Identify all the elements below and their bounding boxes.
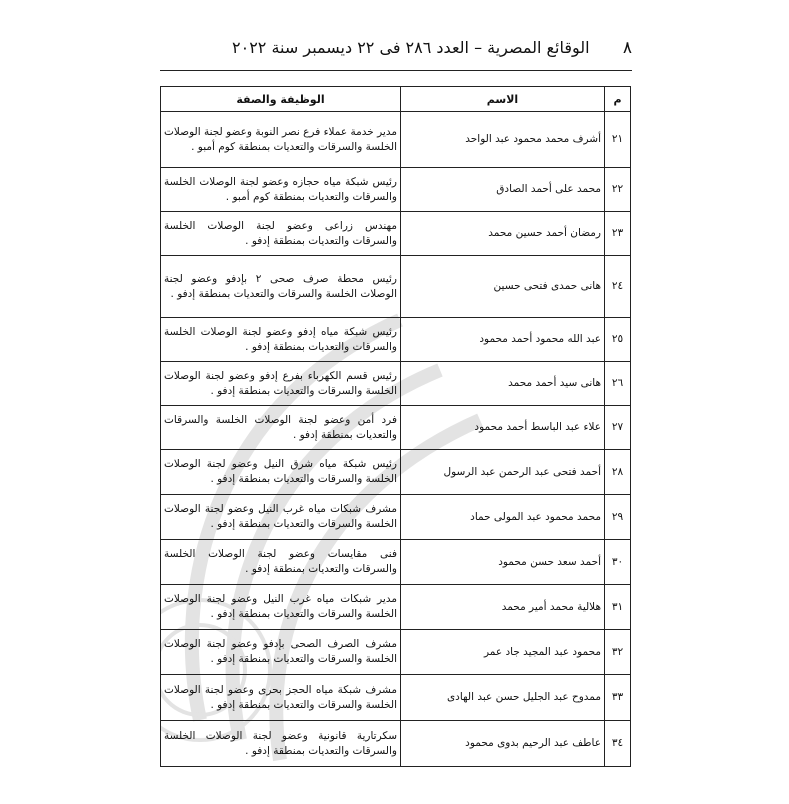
row-number: ٢٤ [605,256,631,318]
member-name: رمضان أحمد حسين محمد [401,212,605,256]
table-row [161,495,631,540]
page-header [160,36,632,66]
row-number: ٢١ [605,112,631,168]
column-header-role: الوظيفة والصفة [161,87,401,112]
member-name: أشرف محمد محمود عبد الواحد [401,112,605,168]
row-number: ٢٣ [605,212,631,256]
member-role: رئيس شبكة مياه إدفو وعضو لجنة الوصلات الخلسة والسرقات والتعديات بمنطقة إدفو . [161,318,401,362]
row-number: ٢٧ [605,406,631,450]
table-row [161,585,631,630]
member-name: محمود عبد المجيد جاد عمر [401,630,605,675]
member-role: رئيس قسم الكهرباء بفرع إدفو وعضو لجنة الوصلات الخلسة والسرقات والتعديات بمنطقة إدفو . [161,362,401,406]
member-role: مشرف شبكة مياه الحجز بحرى وعضو لجنة الوصلات الخلسة والسرقات والتعديات بمنطقة إدفو . [161,675,401,721]
table-row [161,540,631,585]
member-name: محمد على أحمد الصادق [401,168,605,212]
member-role: مدير خدمة عملاء فرع نصر النوبة وعضو لجنة الوصلات الخلسة والسرقات والتعديات بمنطقة كوم أمبو . [161,112,401,168]
member-role: مهندس زراعى وعضو لجنة الوصلات الخلسة والسرقات والتعديات بمنطقة إدفو . [161,212,401,256]
row-number: ٢٨ [605,450,631,495]
row-number: ٣٤ [605,721,631,767]
member-name: محمد محمود عبد المولى حماد [401,495,605,540]
table-row [161,168,631,212]
row-number: ٣١ [605,585,631,630]
member-name: عاطف عبد الرحيم بدوى محمود [401,721,605,767]
member-role: رئيس شبكة مياه شرق النيل وعضو لجنة الوصلات الخلسة والسرقات والتعديات بمنطقة إدفو . [161,450,401,495]
table-row [161,675,631,721]
member-role: مدير شبكات مياه غرب النيل وعضو لجنة الوصلات الخلسة والسرقات والتعديات بمنطقة إدفو . [161,585,401,630]
row-number: ٣٣ [605,675,631,721]
row-number: ٢٦ [605,362,631,406]
member-name: هانى حمدى فتحى حسين [401,256,605,318]
member-name: ممدوح عبد الجليل حسن عبد الهادى [401,675,605,721]
table-row [161,721,631,767]
table-row [161,112,631,168]
table-row [161,318,631,362]
member-role: رئيس محطة صرف صحى ٢ بإدفو وعضو لجنة الوصلات الخلسة والسرقات والتعديات بمنطقة إدفو . [161,256,401,318]
table-header-row [161,87,631,112]
member-name: هانى سيد أحمد محمد [401,362,605,406]
table-row [161,406,631,450]
member-name: هلالية محمد أمير محمد [401,585,605,630]
table-row [161,450,631,495]
member-role: سكرتارية قانونية وعضو لجنة الوصلات الخلسة والسرقات والتعديات بمنطقة إدفو . [161,721,401,767]
table-row [161,362,631,406]
page-title: الوقائع المصرية – العدد ٢٨٦ فى ٢٢ ديسمبر سنة ٢٠٢٢ [232,38,590,57]
row-number: ٣٠ [605,540,631,585]
column-header-num: م [605,87,631,112]
member-role: رئيس شبكة مياه حجازه وعضو لجنة الوصلات الخلسة والسرقات والتعديات بمنطقة كوم أمبو . [161,168,401,212]
member-role: مشرف شبكات مياه غرب النيل وعضو لجنة الوصلات الخلسة والسرقات والتعديات بمنطقة إدفو . [161,495,401,540]
row-number: ٢٢ [605,168,631,212]
member-role: مشرف الصرف الصحى بإدفو وعضو لجنة الوصلات الخلسة والسرقات والتعديات بمنطقة إدفو . [161,630,401,675]
column-header-name: الاسم [401,87,605,112]
member-role: فرد أمن وعضو لجنة الوصلات الخلسة والسرقات والتعديات بمنطقة إدفو . [161,406,401,450]
table-row [161,256,631,318]
member-name: علاء عبد الباسط أحمد محمود [401,406,605,450]
row-number: ٢٥ [605,318,631,362]
member-role: فنى مقايسات وعضو لجنة الوصلات الخلسة والسرقات والتعديات بمنطقة إدفو . [161,540,401,585]
member-name: أحمد فتحى عبد الرحمن عبد الرسول [401,450,605,495]
row-number: ٢٩ [605,495,631,540]
page-number: ٨ [622,38,632,58]
table-row [161,630,631,675]
header-divider [160,70,632,71]
member-name: عبد الله محمود أحمد محمود [401,318,605,362]
members-table [160,86,631,767]
row-number: ٣٢ [605,630,631,675]
table-row [161,212,631,256]
member-name: أحمد سعد حسن محمود [401,540,605,585]
